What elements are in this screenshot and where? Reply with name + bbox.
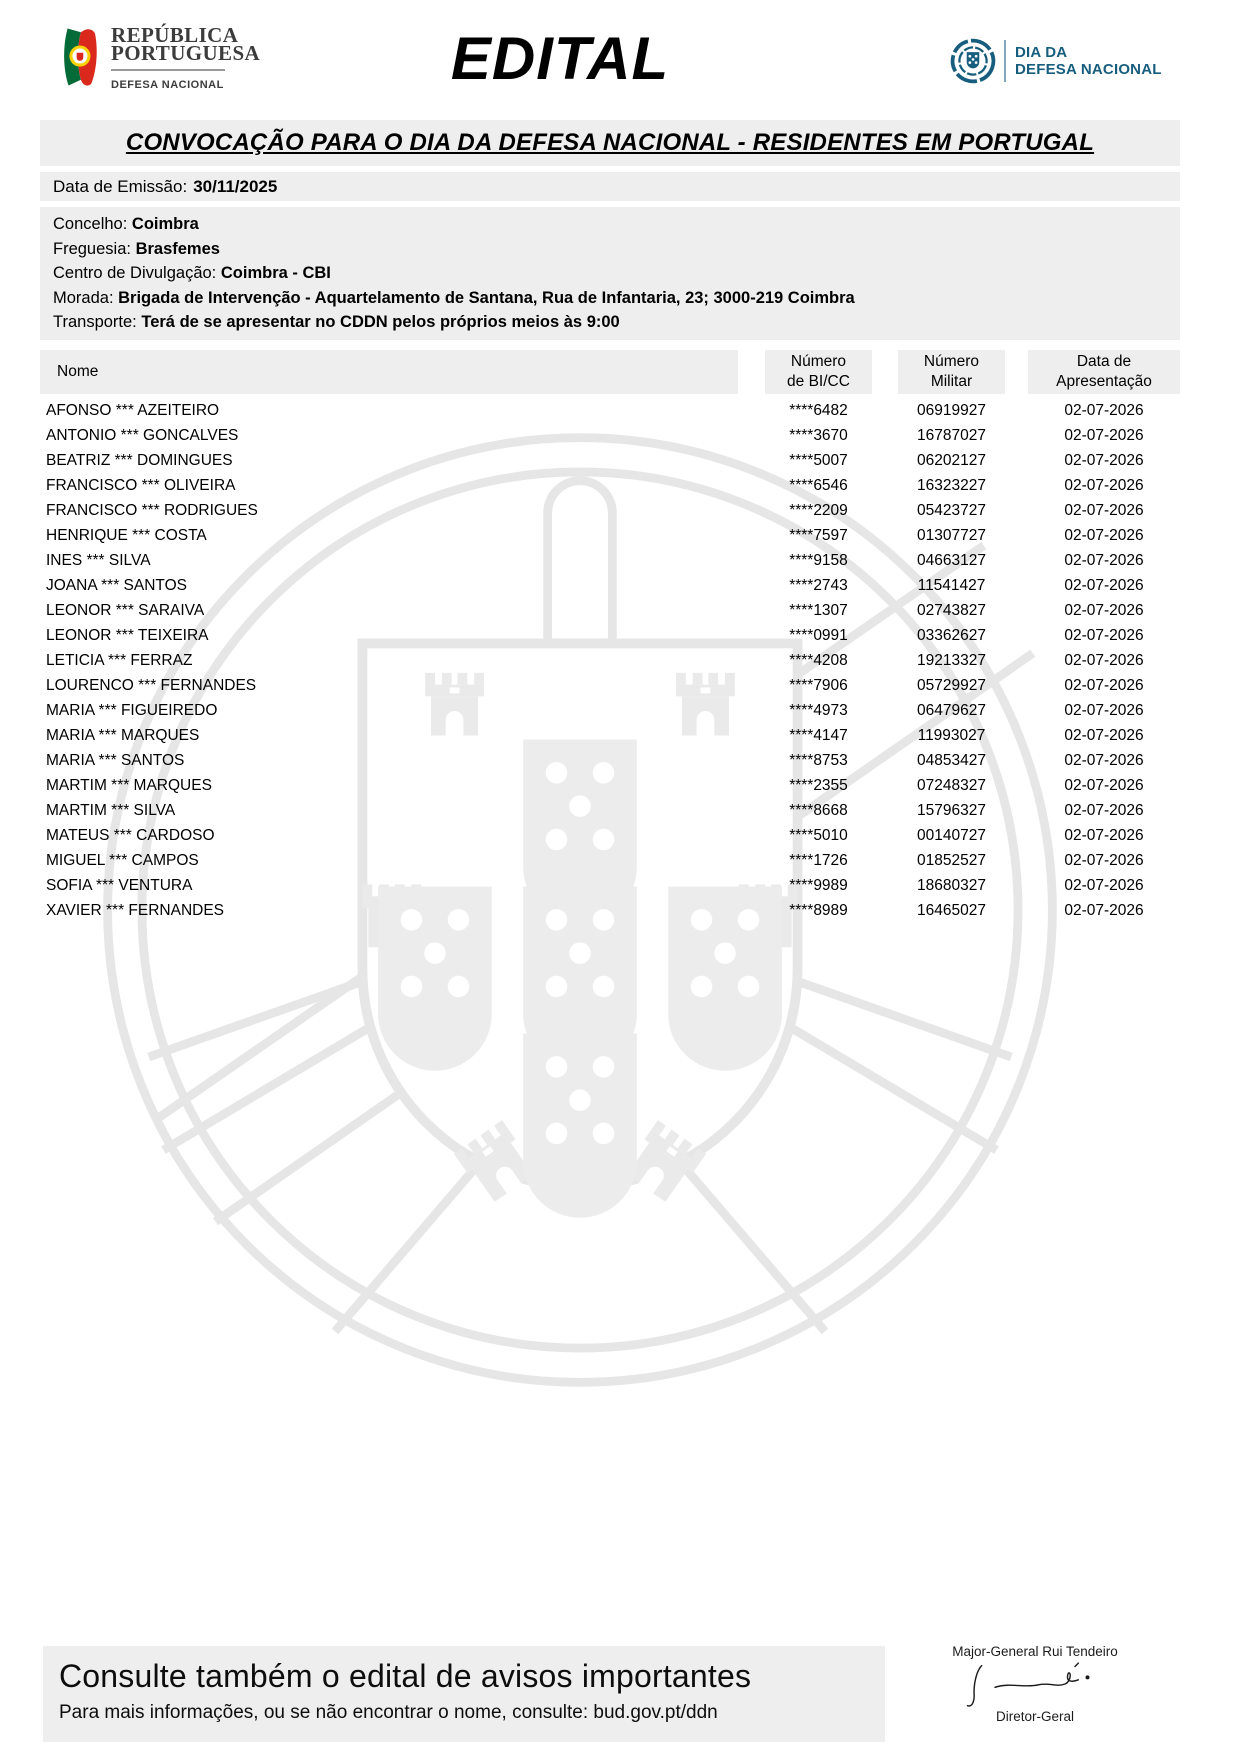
table-row (0, 548, 1240, 573)
column-header-data-apresentacao: Data de Apresentação (1028, 350, 1180, 394)
row-militar: 16787027 (917, 427, 986, 444)
row-nome: FRANCISCO *** OLIVEIRA (46, 477, 236, 494)
row-data: 02-07-2026 (1064, 777, 1144, 794)
row-nome: BEATRIZ *** DOMINGUES (46, 452, 233, 469)
row-data: 02-07-2026 (1064, 702, 1144, 719)
row-data: 02-07-2026 (1064, 652, 1144, 669)
row-militar: 02743827 (917, 602, 986, 619)
row-nome: JOANA *** SANTOS (46, 577, 187, 594)
row-nome: MARIA *** MARQUES (46, 727, 200, 744)
row-bicc: ****0991 (789, 627, 848, 644)
ddn-logo-line2: DEFESA NACIONAL (1015, 61, 1162, 78)
row-bicc: ****8753 (789, 752, 848, 769)
row-nome: MARIA *** FIGUEIREDO (46, 702, 218, 719)
row-data: 02-07-2026 (1064, 452, 1144, 469)
row-nome: LEONOR *** TEIXEIRA (46, 627, 209, 644)
gov-logo (60, 23, 261, 91)
info-centro-divulgacao: Centro de Divulgação: Coimbra - CBI (53, 264, 331, 282)
table-row (0, 423, 1240, 448)
ddn-armillary-shield-icon (950, 38, 996, 84)
row-data: 02-07-2026 (1064, 527, 1144, 544)
portugal-flag-emblem-icon (60, 26, 98, 88)
row-bicc: ****9158 (789, 552, 848, 569)
info-freguesia: Freguesia: Brasfemes (53, 239, 220, 258)
row-militar: 05423727 (917, 502, 986, 519)
table-row (0, 848, 1240, 873)
row-militar: 06479627 (917, 702, 986, 719)
row-nome: FRANCISCO *** RODRIGUES (46, 502, 258, 519)
column-header-nome: Nome (40, 350, 738, 394)
row-militar: 03362627 (917, 627, 986, 644)
convocation-title: CONVOCAÇÃO PARA O DIA DA DEFESA NACIONAL - RESIDENTES EM PORTUGAL (125, 129, 1095, 156)
row-nome: AFONSO *** AZEITEIRO (46, 402, 220, 419)
gov-name-line1: REPÚBLICA (111, 23, 239, 47)
table-row (0, 773, 1240, 798)
row-data: 02-07-2026 (1064, 577, 1144, 594)
row-bicc: ****6546 (789, 477, 848, 494)
row-bicc: ****4973 (789, 702, 848, 719)
row-bicc: ****6482 (789, 402, 848, 419)
row-bicc: ****5007 (789, 452, 848, 469)
row-nome: ANTONIO *** GONCALVES (46, 427, 239, 444)
row-data: 02-07-2026 (1064, 627, 1144, 644)
row-nome: LEONOR *** SARAIVA (46, 602, 205, 619)
page-title: EDITAL (450, 25, 670, 92)
emission-label: Data de Emissão: (53, 176, 188, 196)
info-morada: Morada: Brigada de Intervenção - Aquartelamento de Santana, Rua de Infantaria, 23; 3000-219 Coimbra (53, 288, 855, 307)
row-bicc: ****8989 (789, 902, 848, 919)
signer-name: Major-General Rui Tendeiro (952, 1644, 1118, 1659)
row-nome: LOURENCO *** FERNANDES (46, 677, 257, 694)
row-nome: INES *** SILVA (46, 552, 151, 569)
table-row (0, 673, 1240, 698)
ddn-logo-divider (1004, 40, 1006, 82)
table-row (0, 598, 1240, 623)
row-militar: 06202127 (917, 452, 986, 469)
row-data: 02-07-2026 (1064, 802, 1144, 819)
table-row (0, 523, 1240, 548)
table-row (0, 698, 1240, 723)
signature-block (930, 1644, 1140, 1724)
row-data: 02-07-2026 (1064, 602, 1144, 619)
row-bicc: ****7906 (789, 677, 848, 694)
row-militar: 06919927 (917, 402, 986, 419)
location-info-box (40, 207, 1180, 340)
row-militar: 19213327 (917, 652, 986, 669)
row-bicc: ****2743 (789, 577, 848, 594)
row-nome: MATEUS *** CARDOSO (46, 827, 215, 844)
row-data: 02-07-2026 (1064, 552, 1144, 569)
row-nome: MARTIM *** MARQUES (46, 777, 212, 794)
row-data: 02-07-2026 (1064, 752, 1144, 769)
row-nome: LETICIA *** FERRAZ (46, 652, 193, 669)
column-header-bicc: Número de BI/CC (765, 350, 872, 394)
row-bicc: ****2209 (789, 502, 848, 519)
footer-notice-title: Consulte também o edital de avisos importantes (59, 1658, 752, 1694)
row-bicc: ****1307 (789, 602, 848, 619)
row-data: 02-07-2026 (1064, 427, 1144, 444)
row-data: 02-07-2026 (1064, 827, 1144, 844)
row-data: 02-07-2026 (1064, 877, 1144, 894)
row-militar: 01852527 (917, 852, 986, 869)
row-nome: MARIA *** SANTOS (46, 752, 185, 769)
row-data: 02-07-2026 (1064, 677, 1144, 694)
table-row (0, 873, 1240, 898)
row-militar: 11541427 (917, 577, 986, 594)
column-header-militar: Número Militar (898, 350, 1005, 394)
table-row (0, 898, 1240, 923)
row-bicc: ****5010 (789, 827, 848, 844)
row-bicc: ****7597 (789, 527, 848, 544)
table-row (0, 798, 1240, 823)
gov-department: DEFESA NACIONAL (111, 79, 224, 91)
table-row (0, 623, 1240, 648)
ddn-logo (950, 38, 1162, 84)
row-militar: 04853427 (917, 752, 986, 769)
row-militar: 01307727 (917, 527, 986, 544)
row-militar: 18680327 (917, 877, 986, 894)
row-nome: SOFIA *** VENTURA (46, 877, 193, 894)
row-bicc: ****3670 (789, 427, 848, 444)
handwritten-signature (945, 1659, 1125, 1709)
row-bicc: ****1726 (789, 852, 848, 869)
row-militar: 00140727 (917, 827, 986, 844)
row-militar: 04663127 (917, 552, 986, 569)
footer-notice-box (43, 1646, 885, 1742)
row-militar: 07248327 (917, 777, 986, 794)
row-nome: HENRIQUE *** COSTA (46, 527, 207, 544)
row-data: 02-07-2026 (1064, 502, 1144, 519)
emission-bar (40, 172, 1180, 201)
table-row (0, 473, 1240, 498)
table-row (0, 398, 1240, 423)
table-row (0, 723, 1240, 748)
row-data: 02-07-2026 (1064, 402, 1144, 419)
table-row (0, 823, 1240, 848)
row-data: 02-07-2026 (1064, 852, 1144, 869)
emission-value: 30/11/2025 (193, 176, 278, 196)
table-row (0, 573, 1240, 598)
ddn-logo-line1: DIA DA (1015, 44, 1068, 61)
info-transporte: Transporte: Terá de se apresentar no CDDN pelos próprios meios às 9:00 (53, 313, 620, 331)
gov-name-line2: PORTUGUESA (111, 41, 261, 65)
row-bicc: ****2355 (789, 777, 848, 794)
row-militar: 11993027 (917, 727, 986, 744)
gov-logo-divider (111, 69, 225, 71)
ddn-logo-text (1015, 44, 1162, 78)
table-row (0, 748, 1240, 773)
row-bicc: ****4147 (789, 727, 848, 744)
row-nome: MARTIM *** SILVA (46, 802, 176, 819)
row-militar: 15796327 (917, 802, 986, 819)
table-row (0, 448, 1240, 473)
table-body (0, 398, 1240, 923)
convocation-banner (40, 120, 1180, 166)
table-row (0, 498, 1240, 523)
row-militar: 16323227 (917, 477, 986, 494)
footer-notice-sub: Para mais informações, ou se não encontrar o nome, consulte: bud.gov.pt/ddn (59, 1702, 718, 1723)
gov-name (111, 23, 261, 65)
info-concelho: Concelho: Coimbra (53, 215, 199, 233)
row-data: 02-07-2026 (1064, 902, 1144, 919)
row-militar: 16465027 (917, 902, 986, 919)
signer-role: Diretor-Geral (995, 1709, 1074, 1724)
table-row (0, 648, 1240, 673)
row-data: 02-07-2026 (1064, 727, 1144, 744)
row-nome: MIGUEL *** CAMPOS (46, 852, 199, 869)
row-bicc: ****9989 (789, 877, 848, 894)
row-data: 02-07-2026 (1064, 477, 1144, 494)
row-militar: 05729927 (917, 677, 986, 694)
row-bicc: ****4208 (789, 652, 848, 669)
row-bicc: ****8668 (789, 802, 848, 819)
row-nome: XAVIER *** FERNANDES (46, 902, 225, 919)
